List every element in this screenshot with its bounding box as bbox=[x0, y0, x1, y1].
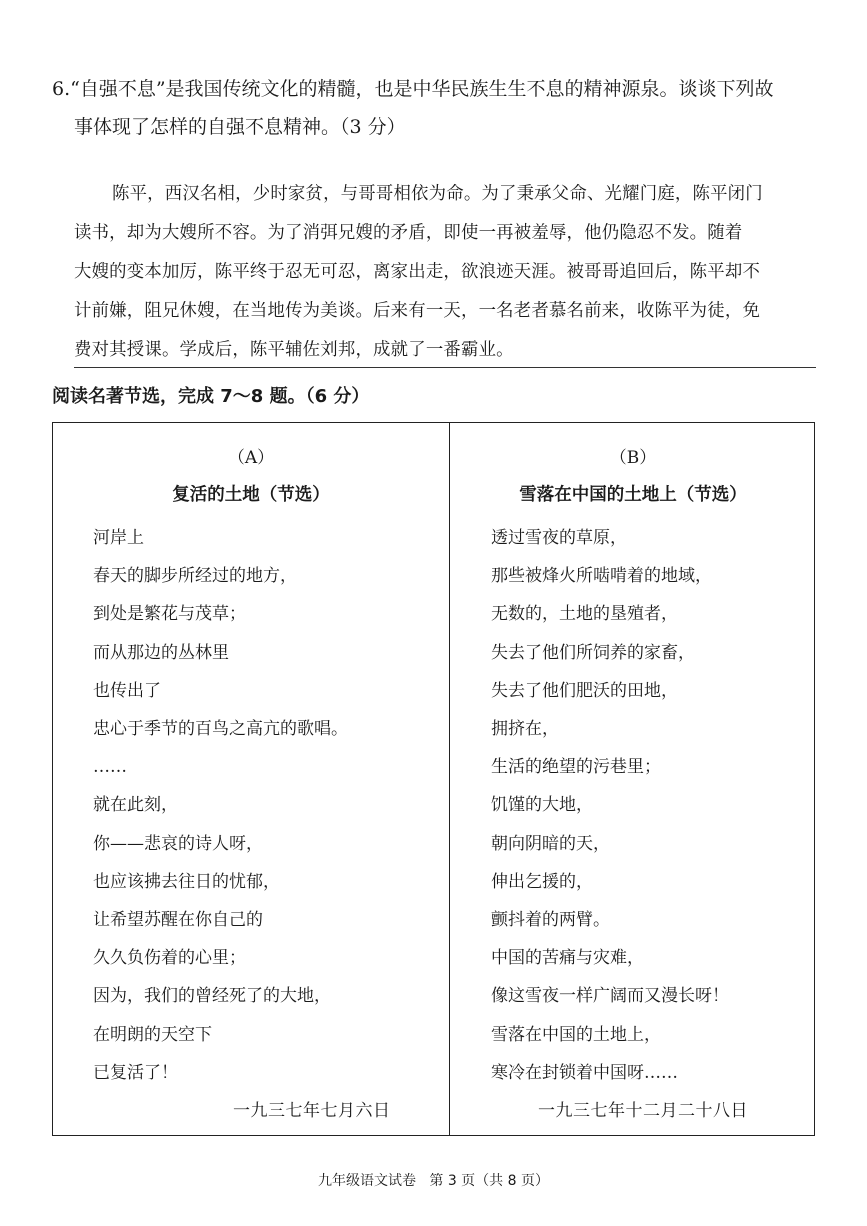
poem-line: 拥挤在， bbox=[491, 719, 559, 740]
poem-a-title: 复活的土地（节选） bbox=[172, 485, 330, 505]
poem-line: 雪落在中国的土地上， bbox=[491, 1024, 661, 1045]
poem-line: 中国的苦痛与灾难， bbox=[491, 948, 644, 969]
passage-line: 读书，却为大嫂所不容。为了消弭兄嫂的矛盾，即使一再被羞辱，他仍隐忍不发。随着 bbox=[74, 223, 743, 243]
poem-b-title: 雪落在中国的土地上（节选） bbox=[519, 485, 747, 505]
question-6-passage bbox=[74, 175, 820, 370]
poems-table bbox=[52, 422, 815, 1136]
poem-line: 忠心于季节的百鸟之高亢的歌唱。 bbox=[93, 719, 348, 740]
poem-line: 已复活了！ bbox=[93, 1062, 178, 1083]
passage-line: 费对其授课。学成后，陈平辅佐刘邦，成就了一番霸业。 bbox=[74, 340, 514, 360]
poem-line: 失去了他们所饲养的家畜， bbox=[491, 642, 695, 663]
question-6 bbox=[52, 70, 820, 146]
poem-a-date: 一九三七年七月六日 bbox=[233, 1101, 391, 1121]
poem-a-body bbox=[93, 519, 348, 1092]
poem-line: 寒冷在封锁着中国呀…… bbox=[491, 1062, 678, 1083]
poem-line: 久久负伤着的心里； bbox=[93, 948, 246, 969]
poem-line: 伸出乞援的， bbox=[491, 871, 593, 892]
poem-line: 失去了他们肥沃的田地， bbox=[491, 680, 678, 701]
poem-line: 颤抖着的两臂。 bbox=[491, 910, 610, 931]
poem-line: 无数的，土地的垦殖者， bbox=[491, 604, 678, 625]
passage-line: 大嫂的变本加厉，陈平终于忍无可忍，离家出走，欲浪迹天涯。被哥哥追回后，陈平却不 bbox=[74, 262, 761, 282]
page-footer: 九年级语文试卷 第 3 页（共 8 页） bbox=[318, 1173, 549, 1189]
poem-line: 透过雪夜的草原， bbox=[491, 528, 627, 548]
poem-line: 春天的脚步所经过的地方， bbox=[93, 566, 297, 587]
passage-line: 计前嫌，阻兄休嫂，在当地传为美谈。后来有一天，一名老者慕名前来，收陈平为徒，免 bbox=[74, 301, 761, 321]
column-divider bbox=[449, 423, 450, 1135]
poem-a-label: （A） bbox=[227, 448, 275, 468]
poem-line: 生活的绝望的污巷里； bbox=[491, 757, 661, 778]
poem-line: 那些被烽火所啮啃着的地域， bbox=[491, 566, 712, 587]
poem-b-body bbox=[491, 519, 729, 1092]
question-6-line: 事体现了怎样的自强不息精神。（3 分） bbox=[74, 116, 406, 138]
poem-line: 也传出了 bbox=[93, 680, 161, 701]
poem-b-label: （B） bbox=[609, 448, 657, 468]
poem-line: 因为，我们的曾经死了的大地， bbox=[93, 986, 331, 1007]
poem-line: 让希望苏醒在你自己的 bbox=[93, 910, 263, 931]
poem-b-date: 一九三七年十二月二十八日 bbox=[538, 1101, 748, 1121]
poem-line: 饥馑的大地， bbox=[491, 795, 593, 816]
horizontal-divider bbox=[74, 367, 816, 368]
poem-line: 你——悲哀的诗人呀， bbox=[93, 833, 263, 854]
poem-line: 而从那边的丛林里 bbox=[93, 642, 229, 663]
poem-line: 像这雪夜一样广阔而又漫长呀！ bbox=[491, 986, 729, 1007]
poem-line: 河岸上 bbox=[93, 528, 144, 548]
poem-line: 在明朗的天空下 bbox=[93, 1024, 212, 1045]
poem-line: 也应该拂去往日的忧郁， bbox=[93, 871, 280, 892]
poem-line: 就在此刻， bbox=[93, 795, 178, 816]
poem-line: 到处是繁花与茂草； bbox=[93, 604, 246, 625]
section-heading: 阅读名著节选，完成 7～8 题。（6 分） bbox=[52, 386, 370, 407]
question-6-line: 6.“自强不息”是我国传统文化的精髓，也是中华民族生生不息的精神源泉。谈谈下列故 bbox=[52, 78, 774, 100]
poem-line: 朝向阴暗的天， bbox=[491, 833, 610, 854]
poem-line: …… bbox=[93, 757, 127, 778]
passage-line: 陈平，西汉名相，少时家贫，与哥哥相依为命。为了秉承父命、光耀门庭，陈平闭门 bbox=[112, 184, 763, 204]
